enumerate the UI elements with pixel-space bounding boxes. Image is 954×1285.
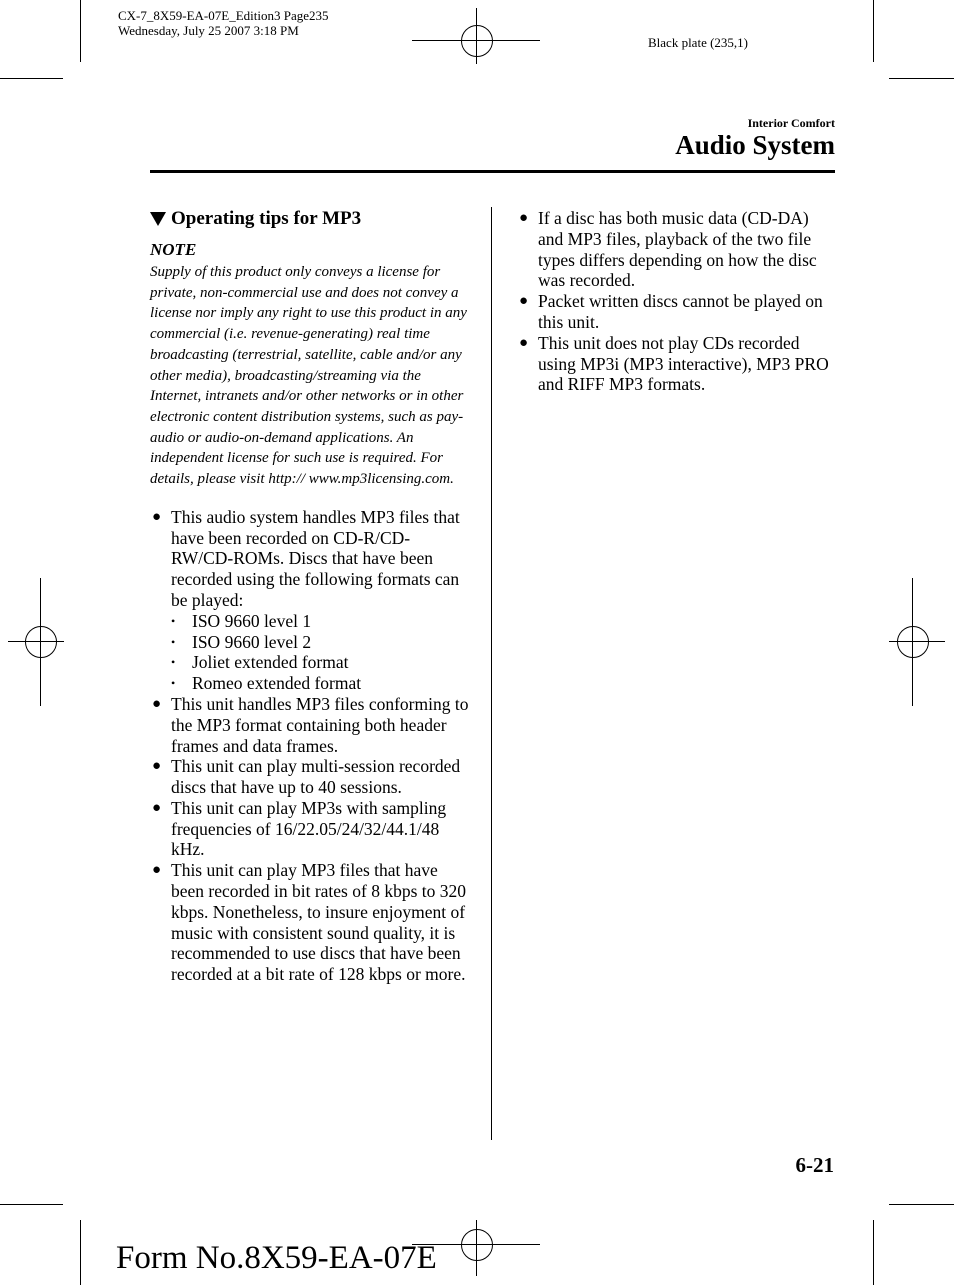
bullet-icon: • [171, 676, 176, 691]
tips-list [150, 507, 472, 985]
print-header [118, 8, 329, 38]
section-label: Interior Comfort [747, 116, 835, 130]
form-number: Form No.8X59-EA-07E [116, 1240, 437, 1276]
list-item: ● This unit can play multi-session recorded discs that have up to 40 sessions. [152, 756, 461, 798]
list-item: ● This audio system handles MP3 files that have been recorded on CD-R/CD-RW/CD-ROMs. Discs that have been recorded using the following formats can be played: • ISO 9660 level 1 • ISO 9660 level 2 • Joliet extended format • Romeo extended format [150, 507, 472, 694]
bullet-icon: • [171, 634, 176, 649]
bullet-icon: ● [152, 758, 162, 775]
left-column [150, 208, 472, 985]
date-line: Wednesday, July 25 2007 3:18 PM [118, 23, 299, 38]
list-item: ● If a disc has both music data (CD-DA) and MP3 files, playback of the two file types differs depending on how the disc was recorded. [519, 208, 817, 291]
note-label: NOTE [150, 240, 197, 259]
page-title: Audio System [675, 130, 835, 160]
bullet-icon: ● [519, 334, 529, 351]
column-divider [491, 207, 492, 1140]
triangle-down-icon [150, 212, 166, 226]
bullet-icon: ● [152, 862, 162, 879]
page-number: 6-21 [795, 1153, 834, 1177]
list-item: ● This unit can play MP3s with sampling frequencies of 16/22.05/24/32/44.1/48 kHz. [152, 797, 447, 860]
list-item: ● This unit does not play CDs recorded using MP3i (MP3 interactive), MP3 PRO and RIFF MP3 formats. [519, 332, 829, 395]
bullet-icon: ● [519, 210, 529, 226]
right-column [517, 208, 837, 395]
title-rule [150, 170, 835, 173]
list-item: • ISO 9660 level 1 [171, 610, 312, 631]
bullet-icon: ● [152, 799, 162, 816]
list-item: • Joliet extended format [171, 652, 349, 673]
bullet-icon: ● [152, 695, 162, 712]
tips-list-continued [517, 208, 837, 395]
list-item: • Romeo extended format [171, 673, 362, 694]
section-heading-text: Operating tips for MP3 [171, 208, 362, 229]
file-line: CX-7_8X59-EA-07E_Edition3 Page235 [118, 8, 329, 23]
section-heading [150, 208, 472, 230]
list-item: ● Packet written discs cannot be played on this unit. [519, 291, 823, 332]
list-item: ● This unit can play MP3 files that have been recorded in bit rates of 8 kbps to 320 kbps. Nonetheless, to insure enjoyment of music with consistent sound quality, it is recommended to use discs that have been recorded at a bit rate of 128 kbps or more. [152, 860, 466, 985]
plate-label: Black plate (235,1) [648, 35, 748, 50]
note-text: Supply of this product only conveys a license for private, non-commercial use and does not convey a license nor imply any right to use this product in any commercial (i.e. revenue-generating) real time broadcasting (terrestrial, satellite, cable and/or any other media), broadcasting/streaming via the Internet, intranets and/or other networks or in other electronic content distribution systems, such as pay-audio or audio-on-demand applications. An independent license for such use is required. For details, please visit http:// www.mp3licensing.com. [150, 264, 467, 488]
bullet-icon: • [171, 613, 176, 628]
formats-list [171, 611, 472, 694]
bullet-icon: ● [519, 293, 529, 310]
bullet-icon: • [171, 655, 176, 670]
list-item: • ISO 9660 level 2 [171, 631, 312, 652]
list-item: ● This unit handles MP3 files conforming to the MP3 format containing both header frames and data frames. [152, 693, 469, 756]
bullet-icon: ● [152, 508, 162, 525]
